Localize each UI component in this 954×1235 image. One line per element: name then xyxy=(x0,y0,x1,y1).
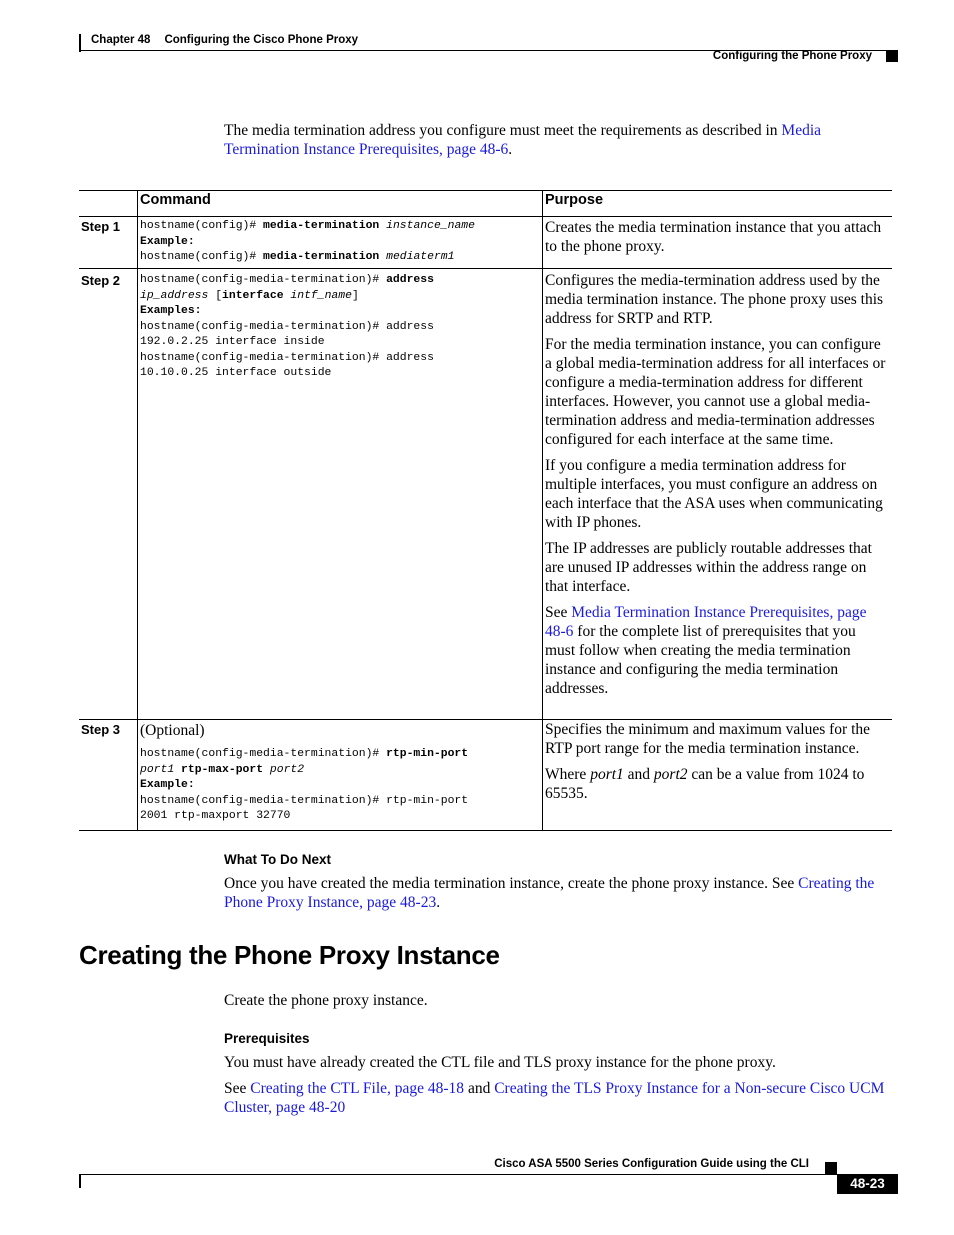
step-2-bracket-open: [ xyxy=(208,289,223,302)
step-2-arg-intf: intf_name xyxy=(290,289,352,302)
step-1-example-prompt: hostname(config)# xyxy=(140,251,264,263)
ctl-file-link[interactable]: Creating the CTL File, page 48-18 xyxy=(250,1080,465,1097)
step-3-and: and xyxy=(623,766,654,783)
step-3-arg-port1: port1 xyxy=(140,763,175,776)
step-2-label: Step 2 xyxy=(81,273,121,288)
step-2-keyword-interface: interface xyxy=(222,289,284,302)
step-1-keyword: media-termination xyxy=(263,220,380,232)
step-2-arg-ip: ip_address xyxy=(140,289,209,302)
footer-guide-title: Cisco ASA 5500 Series Configuration Guide using the CLI xyxy=(494,1158,809,1170)
step-3-example-line-2: 2001 rtp-maxport 32770 xyxy=(140,810,291,822)
page-number: 48-23 xyxy=(837,1174,898,1194)
step-3-command xyxy=(140,721,540,825)
step-1-command xyxy=(140,219,540,266)
step-2-prereq-link[interactable]: Media Termination Instance Prerequisites, page 48-6 xyxy=(545,604,867,640)
section-intro: Create the phone proxy instance. xyxy=(224,992,428,1009)
step-2-example-2-line-1: hostname(config-media-termination)# address xyxy=(140,351,434,364)
step-2-purpose-p1: Configures the media-termination address used by the media termination instance. The phone proxy uses this address for SRTP and RTP. xyxy=(545,272,884,327)
step-1-example-keyword: media-termination xyxy=(263,251,380,263)
step-1-purpose-text: Creates the media termination instance that you attach to the phone proxy. xyxy=(545,219,882,255)
see-also-and: and xyxy=(464,1080,495,1097)
step-3-arg-port2: port2 xyxy=(269,763,305,776)
section-heading: Creating the Phone Proxy Instance xyxy=(79,940,500,970)
step-3-range: can be a value from 1024 to 65535. xyxy=(545,766,865,802)
step-3-keyword-max: rtp-max-port xyxy=(181,763,264,776)
footer-marker xyxy=(825,1162,837,1174)
step-3-label: Step 3 xyxy=(81,722,121,737)
step-2-purpose-p4: The IP addresses are publicly routable addresses that are unused IP addresses within the address range on that interface. xyxy=(545,540,872,595)
step-3-prompt: hostname(config-media-termination)# xyxy=(140,748,387,760)
step-2-see: See xyxy=(545,604,572,621)
step-3-purpose-port1: port1 xyxy=(590,766,624,783)
what-to-do-next-heading: What To Do Next xyxy=(224,852,331,867)
step-1-prompt: hostname(config)# xyxy=(140,220,264,232)
column-header-command: Command xyxy=(140,192,211,208)
table-bottom-rule xyxy=(79,830,892,831)
see-also-paragraph xyxy=(224,1079,896,1117)
step-1-example-label: Example: xyxy=(140,235,195,248)
step-1-purpose xyxy=(545,218,887,263)
step-2-example-1-line-1: hostname(config-media-termination)# address xyxy=(140,320,434,333)
step-1-label: Step 1 xyxy=(81,219,121,234)
chapter-label: Chapter 48 xyxy=(91,34,151,46)
next-text: Once you have created the media termination instance, create the phone proxy instance. See xyxy=(224,875,799,892)
intro-paragraph xyxy=(224,121,896,159)
what-to-do-next-paragraph xyxy=(224,874,896,912)
tls-proxy-link[interactable]: Creating the TLS Proxy Instance for a Non-secure Cisco UCM Cluster, page 48-20 xyxy=(224,1080,885,1116)
footer-rule xyxy=(79,1174,894,1175)
step-2-purpose-p2: For the media termination instance, you can configure a global media-termination address for all interfaces or configure a media-termination address for different interfaces. However, you cannot use a global media-termination address and media-termination addresses configured for each interface at the same time. xyxy=(545,336,886,448)
chapter-title: Configuring the Cisco Phone Proxy xyxy=(164,34,359,46)
see-also-prefix: See xyxy=(224,1080,251,1097)
step-3-purpose-p1: Specifies the minimum and maximum values for the RTP port range for the media termination instance. xyxy=(545,721,871,757)
step-1-example-arg: mediaterm1 xyxy=(386,251,455,263)
step-2-keyword: address xyxy=(386,274,434,286)
step-2-example-1-line-2: 192.0.2.25 interface inside xyxy=(140,336,325,348)
table-top-rule xyxy=(79,190,892,191)
prerequisites-heading: Prerequisites xyxy=(224,1031,310,1046)
table-col-divider-1 xyxy=(137,190,138,830)
table-col-divider-2 xyxy=(542,190,543,830)
intro-text: The media termination address you configure must meet the requirements as described in xyxy=(224,122,782,139)
step-3-purpose-port2: port2 xyxy=(653,766,688,783)
step-2-prompt: hostname(config-media-termination)# xyxy=(140,274,387,286)
header-chapter xyxy=(91,34,358,46)
header-row-rule xyxy=(79,216,892,217)
step-2-examples-label: Examples: xyxy=(140,305,202,317)
header-marker xyxy=(886,50,898,62)
step-3-example-line-1: hostname(config-media-termination)# rtp-min-port xyxy=(140,794,469,807)
prerequisites-text: You must have already created the CTL file and TLS proxy instance for the phone proxy. xyxy=(224,1054,776,1071)
intro-prereq-link[interactable]: Media Termination Instance Prerequisites, page 48-6 xyxy=(224,122,822,158)
column-header-purpose: Purpose xyxy=(545,192,604,208)
step-2-purpose xyxy=(545,271,887,705)
step-3-purpose-p2 xyxy=(545,765,887,803)
step-2-command xyxy=(140,273,540,382)
footer-rule-vertical xyxy=(79,1174,81,1188)
step-1-rule xyxy=(79,268,892,269)
step-2-example-2-line-2: 10.10.0.25 interface outside xyxy=(140,367,332,379)
step-2-purpose-p5 xyxy=(545,603,887,698)
header-section-title: Configuring the Phone Proxy xyxy=(712,50,872,62)
step-2-bracket-close: ] xyxy=(351,289,359,302)
step-3-example-label: Example: xyxy=(140,779,195,791)
step-1-arg: instance_name xyxy=(386,220,475,232)
step-2-see-rest: for the complete list of prerequisites that you must follow when creating the media termination instance and configuring the media termination addresses. xyxy=(545,623,856,697)
next-end: . xyxy=(436,894,441,911)
step-3-purpose xyxy=(545,720,887,810)
step-3-keyword-min: rtp-min-port xyxy=(386,748,469,760)
phone-proxy-instance-link[interactable]: Creating the Phone Proxy Instance, page 48-23 xyxy=(224,875,875,911)
step-3-where: Where xyxy=(545,766,591,783)
step-3-optional: (Optional) xyxy=(140,722,205,739)
intro-end: . xyxy=(508,141,513,158)
step-2-purpose-p3: If you configure a media termination address for multiple interfaces, you must configure an address on each interface that the ASA uses when communicating with IP phones. xyxy=(545,457,883,531)
